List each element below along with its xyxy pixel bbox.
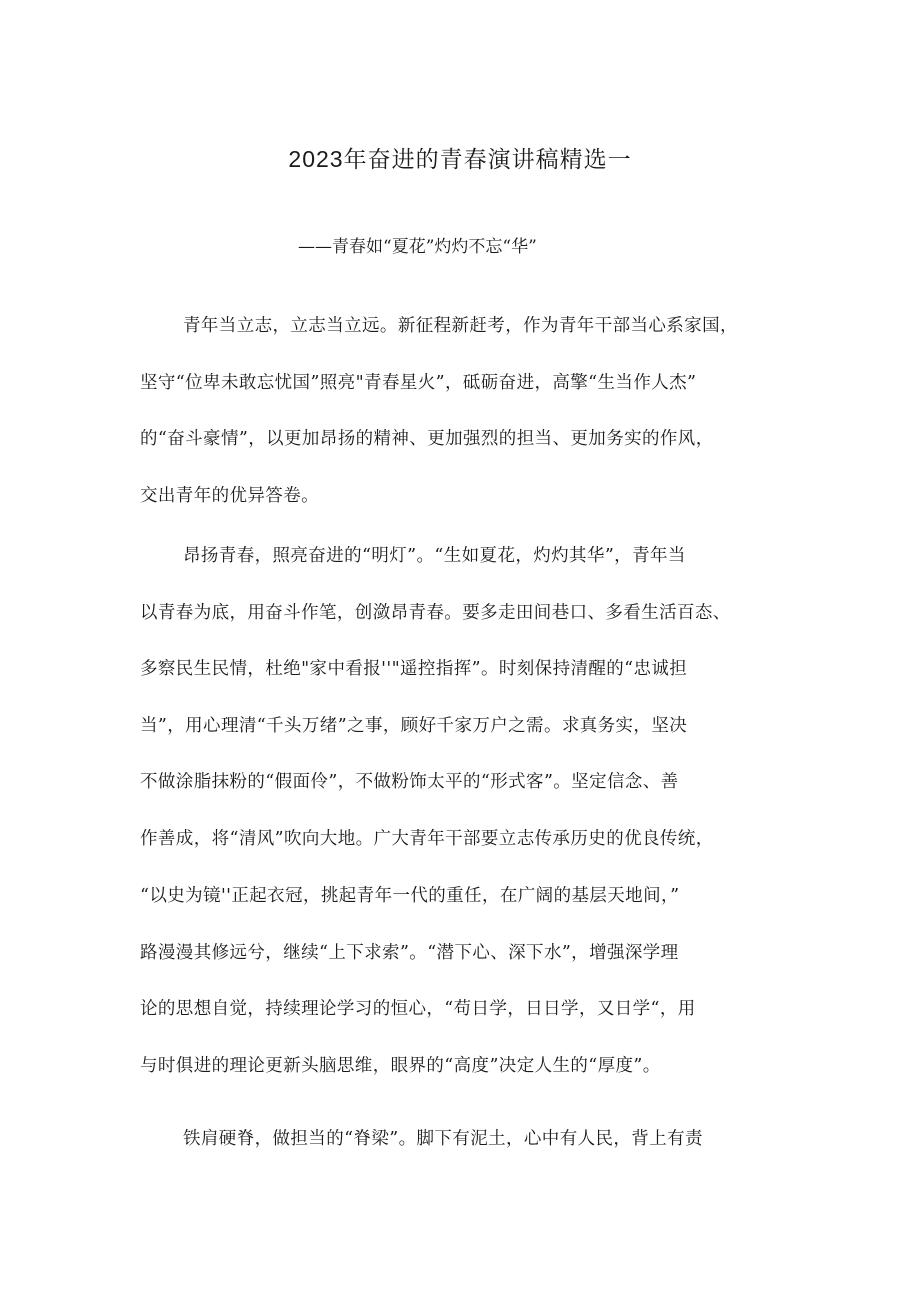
paragraph-1-line-2: 坚守“位卑未敢忘忧国”照亮"青春星火”，砥砺奋进，高擎“生当作人杰” [140, 373, 697, 393]
paragraph-2-line-2: 以青春为底，用奋斗作笔，创潋昂青春。要多走田间巷口、多看生活百态、 [140, 603, 731, 623]
paragraph-1-line-4: 交出青年的优异答卷。 [140, 486, 319, 506]
paragraph-1-line-1: 青年当立志，立志当立远。新征程新赶考，作为青年干部当心系家国， [183, 316, 738, 336]
paragraph-1-line-3: 的“奋斗豪情”，以更加昂扬的精神、更加强烈的担当、更加务实的作风， [140, 429, 714, 449]
paragraph-2-line-8: 路漫漫其修远兮，继续“上下求索”。“潜下心、深下水”，增强深学理 [140, 943, 679, 963]
paragraph-3-line-1: 铁肩硬脊，做担当的“脊梁”。脚下有泥土，心中有人民，背上有责 [183, 1129, 703, 1149]
paragraph-2-line-3: 多察民生民情，杜绝"家中看报''"遥控指挥”。时刻保持清醒的“忠诚担 [140, 659, 688, 679]
paragraph-2-line-10: 与时俱进的理论更新头脑思维，眼界的“高度”决定人生的“厚度”。 [140, 1056, 661, 1076]
paragraph-2-line-5: 不做涂脂抹粉的“假面伶”，不做粉饰太平的“形式客”。坚定信念、善 [140, 772, 679, 792]
paragraph-2-line-9: 论的思想自觉，持续理论学习的恒心，“苟日学，日日学，又日学“，用 [140, 999, 696, 1019]
document-subtitle: ——青春如“夏花”灼灼不忘“华” [298, 237, 537, 257]
paragraph-2-line-7: “以史为镜''正起衣冠，挑起青年一代的重任，在广阔的基层天地间，” [140, 886, 680, 906]
paragraph-2-line-4: 当”，用心理清“千头万绪”之事，顾好千家万户之需。求真务实，坚决 [140, 716, 688, 736]
paragraph-2-line-1: 昂扬青春，照亮奋进的“明灯”。“生如夏花，灼灼其华”，青年当 [183, 546, 686, 566]
paragraph-2-line-6: 作善成，将“清风”吹向大地。广大青年干部要立志传承历史的优良传统， [140, 829, 714, 849]
document-title: 2023年奋进的青春演讲稿精选一 [288, 146, 632, 172]
